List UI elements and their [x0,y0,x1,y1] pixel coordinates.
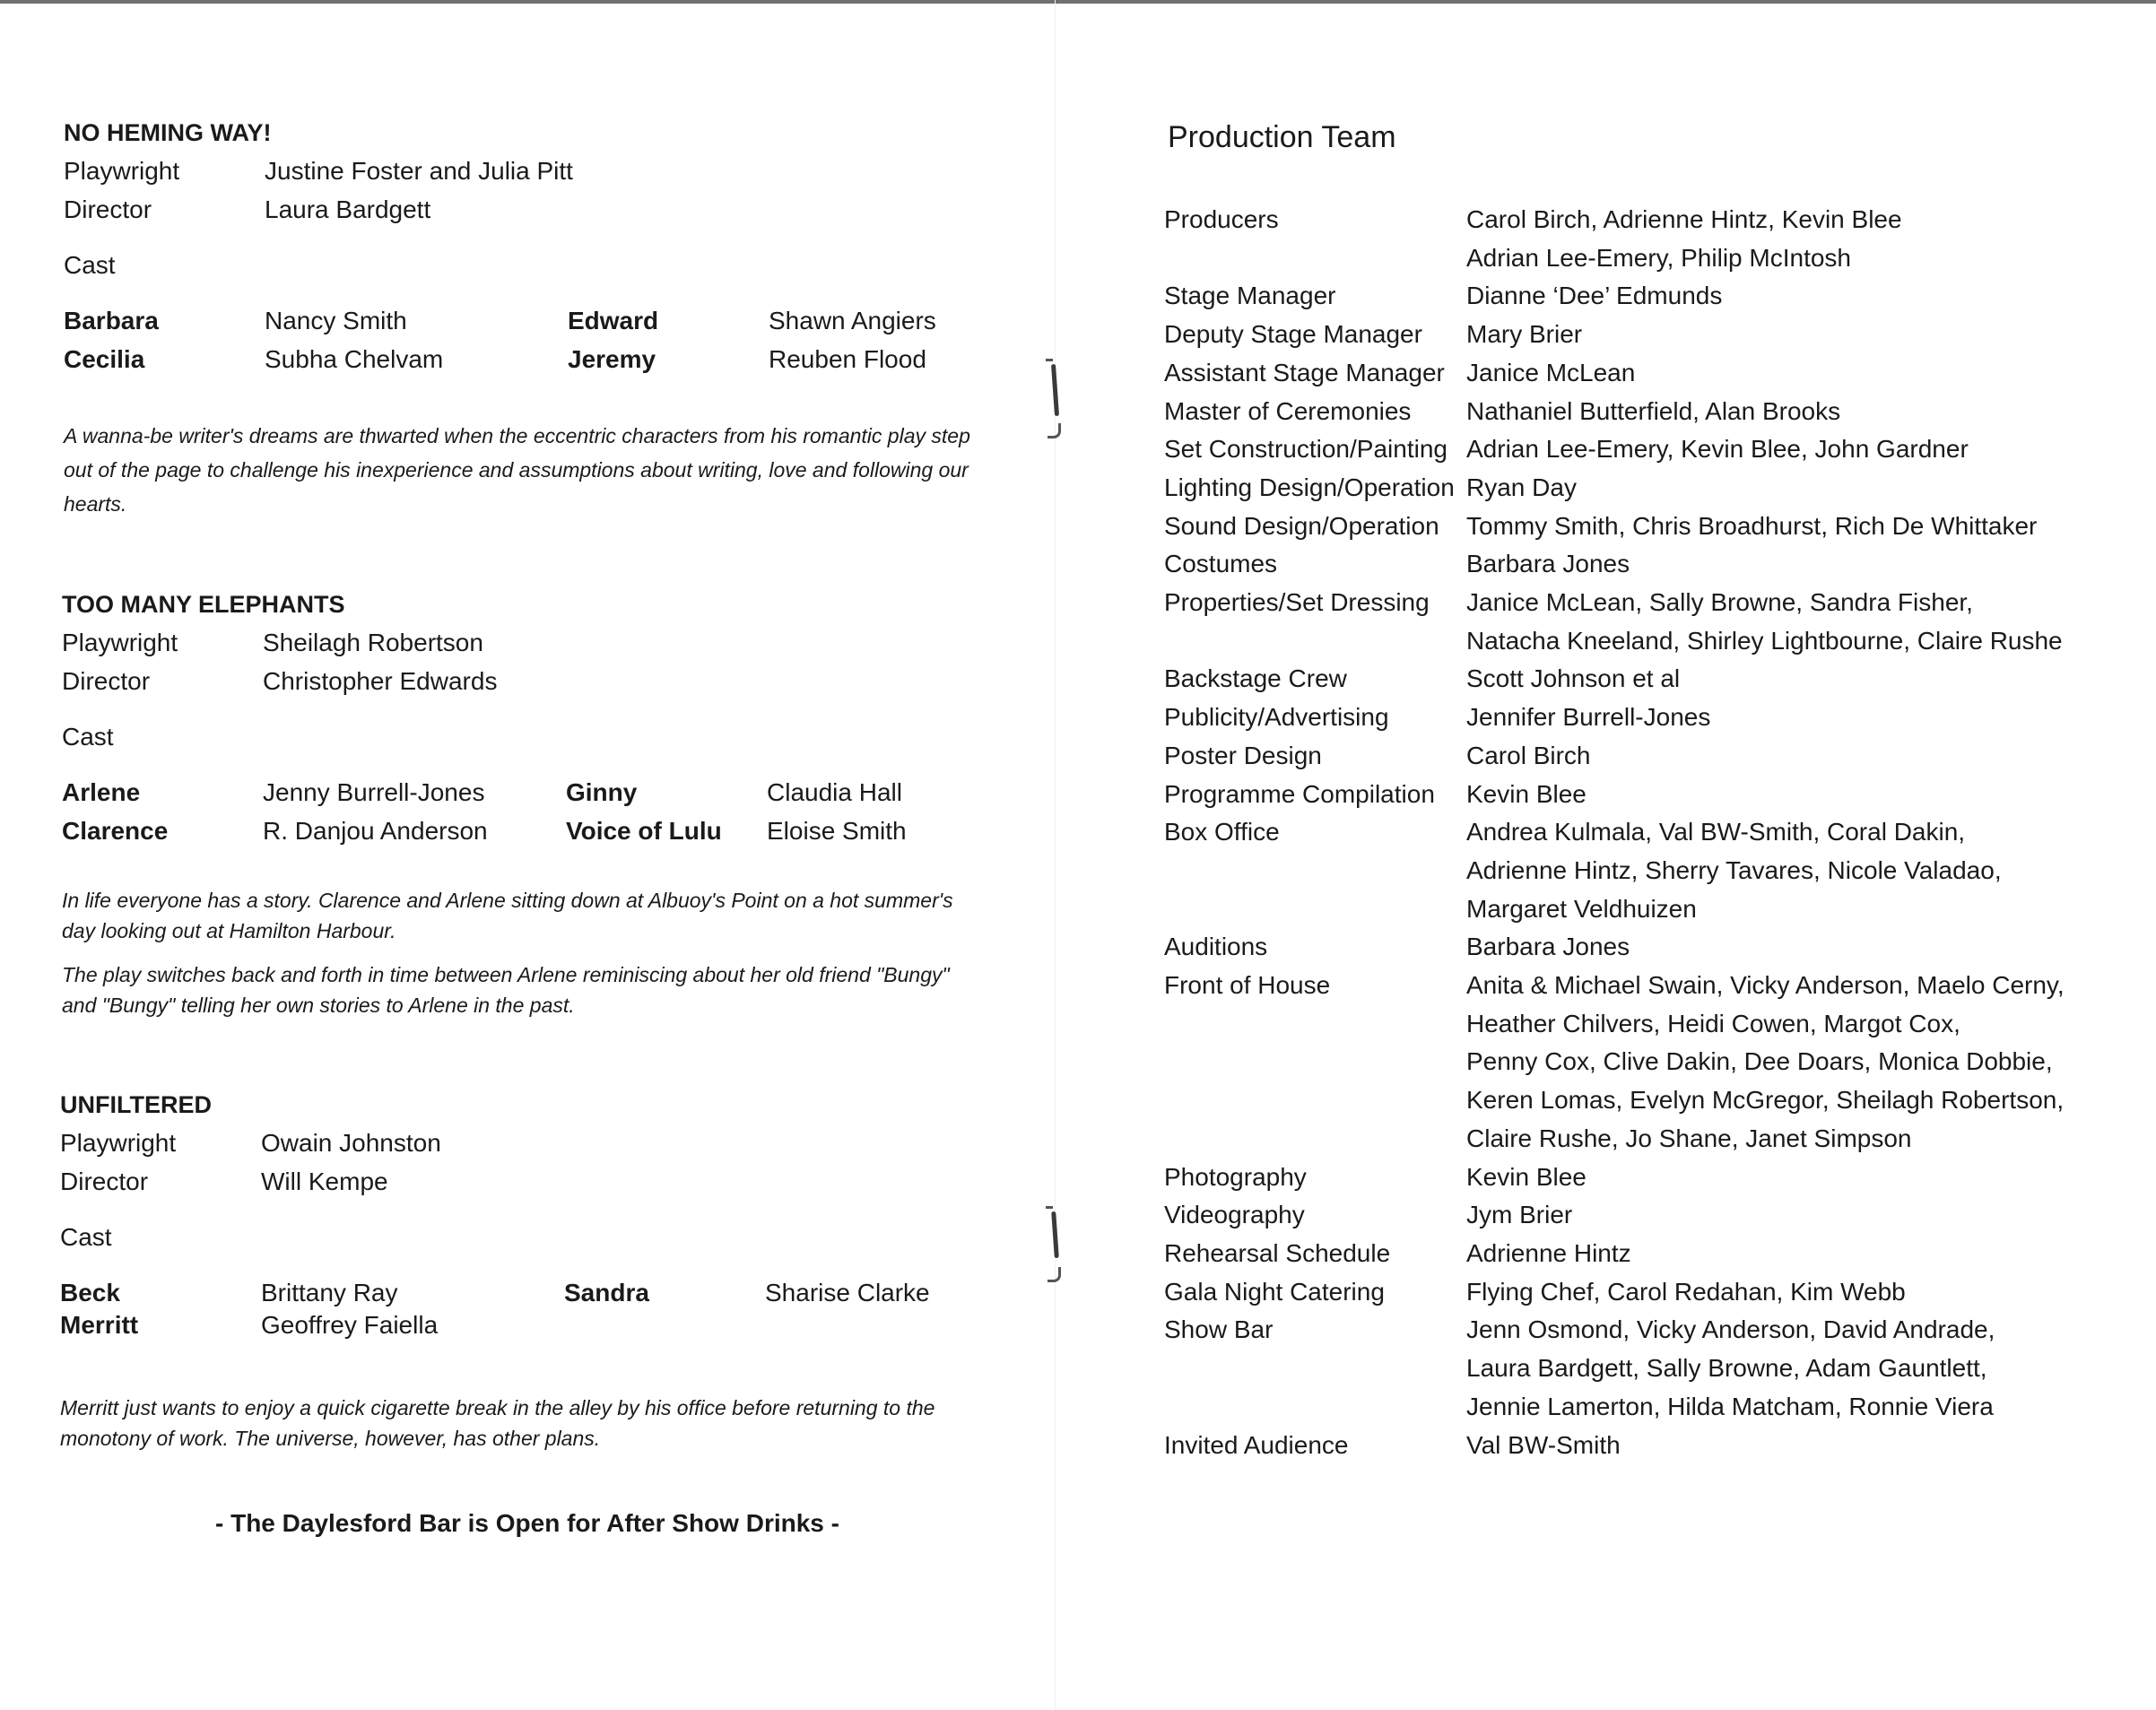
crew-names-line: Laura Bardgett, Sally Browne, Adam Gauntlett, [1466,1354,1987,1383]
crew-names-line: Janice McLean, Sally Browne, Sandra Fisher, [1466,588,1973,617]
character-name: Cecilia [64,345,145,373]
play-block [62,591,995,1030]
role-names [1466,1159,2061,1197]
production-role-row [1164,1427,2061,1465]
playwright-label: Playwright [62,629,178,656]
cast-row [62,778,995,814]
character-name: Jeremy [568,345,656,373]
crew-names-line: Mary Brier [1466,320,1583,349]
role-names [1466,393,2061,431]
production-role-row [1164,1235,2061,1273]
cast-row [64,345,996,381]
role-title: Poster Design [1164,741,1322,769]
role-title: Costumes [1164,550,1278,578]
role-names [1466,430,2061,469]
role-title: Set Construction/Painting [1164,435,1447,464]
crew-names-line: Penny Cox, Clive Dakin, Dee Doars, Monica Dobbie, [1466,1047,2053,1076]
crew-names-line: Jenn Osmond, Vicky Anderson, David Andrade, [1466,1315,1995,1344]
role-names [1466,584,2063,660]
crew-names-line: Barbara Jones [1466,933,1630,961]
production-role-row [1164,928,2061,967]
crew-names-line: Jennie Lamerton, Hilda Matcham, Ronnie Viera [1466,1392,1994,1420]
crew-names-line: Margaret Veldhuizen [1466,894,1697,923]
cast-label: Cast [60,1223,112,1251]
crew-names-line: Claire Rushe, Jo Shane, Janet Simpson [1466,1124,1912,1152]
play-title: NO HEMING WAY! [64,119,272,146]
playwright-name: Sheilagh Robertson [263,629,483,656]
role-names [1466,354,2061,393]
actor-name: Shawn Angiers [769,307,936,334]
role-names [1466,277,2061,316]
director-label: Director [62,667,151,695]
playwright-name: Justine Foster and Julia Pitt [265,157,573,185]
role-title: Programme Compilation [1164,779,1435,808]
crew-names-line: Tommy Smith, Chris Broadhurst, Rich De Whittaker [1466,511,2038,540]
production-role-row [1164,699,2061,737]
role-title: Rehearsal Schedule [1164,1238,1391,1267]
production-role-row [1164,508,2061,546]
playwright-label: Playwright [64,157,180,185]
character-name: Beck [60,1279,120,1306]
role-title: Assistant Stage Manager [1164,358,1445,386]
character-name: Ginny [566,778,638,806]
role-title: Box Office [1164,818,1280,846]
crew-names-line: Nathaniel Butterfield, Alan Brooks [1466,396,1841,425]
crew-names-line: Carol Birch [1466,741,1591,769]
role-title: Publicity/Advertising [1164,703,1389,732]
cast-row [62,817,995,853]
director-name: Laura Bardgett [265,195,431,223]
role-title: Show Bar [1164,1315,1274,1344]
production-team-heading: Production Team [1168,120,1396,154]
production-role-row [1164,354,2061,393]
role-title: Properties/Set Dressing [1164,588,1430,617]
cast-label: Cast [62,723,114,751]
actor-name: Claudia Hall [767,778,902,806]
role-names [1466,508,2061,546]
role-title: Stage Manager [1164,282,1336,310]
playwright-name: Owain Johnston [261,1129,441,1157]
role-title: Lighting Design/Operation [1164,473,1455,501]
role-names [1466,201,2061,277]
production-role-row [1164,967,2065,1159]
actor-name: Geoffrey Faiella [261,1311,439,1339]
actor-name: Reuben Flood [769,345,926,373]
production-role-row [1164,277,2061,316]
production-role-row [1164,469,2061,508]
role-names [1466,1196,2061,1235]
crew-names-line: Andrea Kulmala, Val BW-Smith, Coral Dakin, [1466,818,1966,846]
actor-name: Eloise Smith [767,817,907,845]
production-role-row [1164,393,2061,431]
director-label: Director [64,195,152,223]
crew-names-line: Jym Brier [1466,1201,1573,1229]
character-name: Sandra [564,1279,649,1306]
role-title: Auditions [1164,933,1268,961]
character-name: Arlene [62,778,141,806]
cast-label: Cast [64,251,116,279]
production-role-row [1164,660,2061,699]
role-names [1466,316,2061,354]
role-names [1466,660,2061,699]
crew-names-line: Adrienne Hintz [1466,1238,1631,1267]
role-names [1466,1427,2061,1465]
crew-names-line: Anita & Michael Swain, Vicky Anderson, Maelo Cerny, [1466,971,2065,1000]
production-role-row [1164,813,2061,928]
role-names [1466,1311,2061,1426]
crew-names-line: Kevin Blee [1466,779,1587,808]
role-names [1466,967,2065,1159]
crew-names-line: Barbara Jones [1466,550,1630,578]
production-role-row [1164,1311,2061,1426]
role-title: Front of House [1164,971,1331,1000]
role-title: Master of Ceremonies [1164,396,1412,425]
crew-names-line: Val BW-Smith [1466,1430,1621,1459]
play-synopsis: The play switches back and forth in time between Arlene reminiscing about her old friend "Bungy" and "Bungy" telling her own stories to Arlene in the past. [62,963,950,1017]
play-title: UNFILTERED [60,1091,212,1118]
role-names [1466,813,2061,928]
play-block [64,119,996,532]
production-role-row [1164,1159,2061,1197]
role-names [1466,469,2061,508]
role-title: Sound Design/Operation [1164,511,1439,540]
production-role-row [1164,430,2061,469]
production-role-row [1164,1196,2061,1235]
director-name: Will Kempe [261,1167,388,1195]
role-title: Deputy Stage Manager [1164,320,1422,349]
crew-names-line: Dianne ‘Dee’ Edmunds [1466,282,1723,310]
role-names [1466,699,2061,737]
actor-name: Nancy Smith [265,307,407,334]
crew-names-line: Flying Chef, Carol Redahan, Kim Webb [1466,1277,1906,1306]
play-synopsis: A wanna-be writer's dreams are thwarted when the eccentric characters from his romantic play step out of the page to challenge his inexperience and assumptions about writing, love and following our hearts. [64,424,970,516]
crew-names-line: Heather Chilvers, Heidi Cowen, Margot Cox, [1466,1009,1960,1037]
play-block [60,1091,993,1468]
character-name: Clarence [62,817,169,845]
cast-row [60,1311,993,1347]
play-title: TOO MANY ELEPHANTS [62,591,345,618]
character-name: Merritt [60,1311,139,1339]
role-title: Backstage Crew [1164,664,1347,693]
actor-name: R. Danjou Anderson [263,817,488,845]
play-synopsis: In life everyone has a story. Clarence and Arlene sitting down at Albuoy's Point on a hot summer's day looking out at Hamilton Harbour. [62,889,953,942]
scan-top-edge [0,0,2156,4]
production-role-row [1164,584,2061,660]
crew-names-line: Natacha Kneeland, Shirley Lightbourne, Claire Rushe [1466,626,2063,655]
director-label: Director [60,1167,149,1195]
crew-names-line: Janice McLean [1466,358,1636,386]
crew-names-line: Scott Johnson et al [1466,664,1681,693]
role-title: Invited Audience [1164,1430,1349,1459]
play-synopsis: Merritt just wants to enjoy a quick cigarette break in the alley by his office before returning to the monotony of work. The universe, however, has other plans. [60,1396,935,1450]
role-names [1466,1235,2061,1273]
production-role-row [1164,737,2061,776]
role-title: Videography [1164,1201,1305,1229]
production-team-list [1164,201,2065,1464]
playwright-label: Playwright [60,1129,177,1157]
character-name: Barbara [64,307,159,334]
actor-name: Jenny Burrell-Jones [263,778,485,806]
crew-names-line: Ryan Day [1466,473,1577,501]
production-role-row [1164,1273,2061,1312]
crew-names-line: Keren Lomas, Evelyn McGregor, Sheilagh Robertson, [1466,1086,2065,1115]
crew-names-line: Kevin Blee [1466,1162,1587,1191]
staple-top [1046,359,1065,475]
crew-names-line: Carol Birch, Adrienne Hintz, Kevin Blee [1466,205,1902,233]
character-name: Voice of Lulu [566,817,722,845]
role-title: Producers [1164,205,1279,233]
role-names [1466,928,2061,967]
crew-names-line: Adrian Lee-Emery, Kevin Blee, John Gardner [1466,435,1969,464]
actor-name: Subha Chelvam [265,345,444,373]
production-role-row [1164,316,2061,354]
character-name: Edward [568,307,659,334]
bar-announcement: - The Daylesford Bar is Open for After Show Drinks - [215,1509,839,1537]
actor-name: Brittany Ray [261,1279,398,1306]
cast-row [64,307,996,343]
crew-names-line: Jennifer Burrell-Jones [1466,703,1711,732]
role-names [1466,1273,2061,1312]
role-title: Photography [1164,1162,1307,1191]
director-name: Christopher Edwards [263,667,498,695]
page-fold [1055,0,1056,1710]
role-names [1466,776,2061,814]
actor-name: Sharise Clarke [765,1279,930,1306]
production-role-row [1164,545,2061,584]
production-role-row [1164,201,2061,277]
role-names [1466,737,2061,776]
production-role-row [1164,776,2061,814]
crew-names-line: Adrienne Hintz, Sherry Tavares, Nicole Valadao, [1466,855,2002,884]
staple-bottom [1046,1206,1065,1323]
role-title: Gala Night Catering [1164,1277,1385,1306]
cast-row [60,1279,993,1315]
role-names [1466,545,2061,584]
crew-names-line: Adrian Lee-Emery, Philip McIntosh [1466,243,1851,272]
